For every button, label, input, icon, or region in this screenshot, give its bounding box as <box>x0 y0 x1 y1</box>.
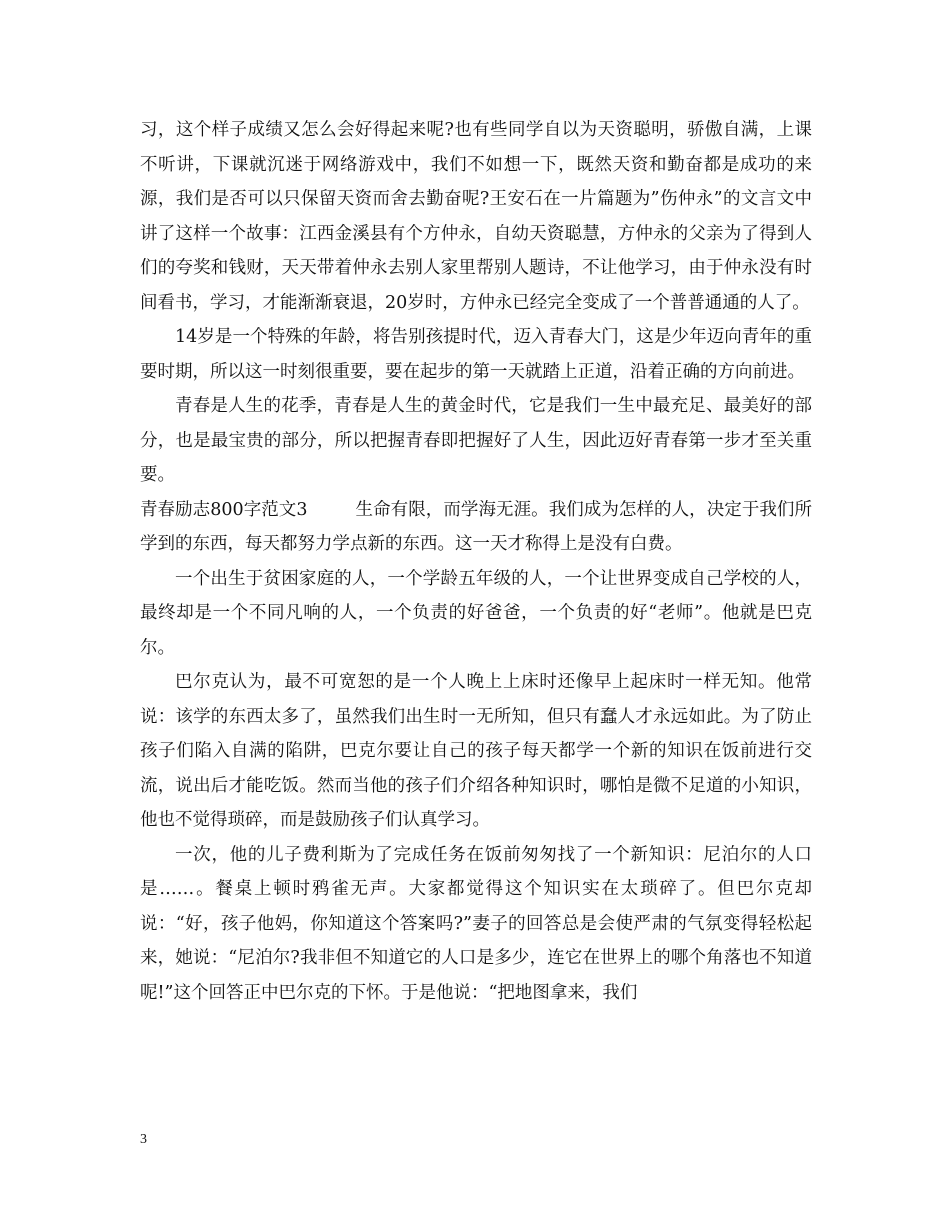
paragraph-4 <box>140 493 812 562</box>
paragraph-6: 巴尔克认为，最不可宽恕的是一个人晚上上床时还像早上起床时一样无知。他常说：该学的东西太多了，虽然我们出生时一无所知，但只有蠢人才永远如此。为了防止孩子们陷入自满的陷阱，巴克尔要让自己的孩子每天都学一个新的知识在饭前进行交流，说出后才能吃饭。然而当他的孩子们介绍各种知识时，哪怕是微不足道的小知识，他也不觉得琐碎，而是鼓励孩子们认真学习。 <box>140 672 812 830</box>
paragraph-3: 青春是人生的花季，青春是人生的黄金时代，它是我们一生中最充足、最美好的部分，也是最宝贵的部分，所以把握青春即把握好了人生，因此迈好青春第一步才至关重要。 <box>140 396 812 485</box>
paragraph-2: 14岁是一个特殊的年龄，将告别孩提时代，迈入青春大门，这是少年迈向青年的重要时期，所以这一时刻很重要，要在起步的第一天就踏上正道，沿着正确的方向前进。 <box>140 327 812 382</box>
document-body <box>140 113 812 1010</box>
paragraph-1: 习，这个样子成绩又怎么会好得起来呢?也有些同学自以为天资聪明，骄傲自满，上课不听讲，下课就沉迷于网络游戏中，我们不如想一下，既然天资和勤奋都是成功的来源，我们是否可以只保留天资而舍去勤奋呢?王安石在一片篇题为”伤仲永”的文言文中讲了这样一个故事：江西金溪县有个方仲永，自幼天资聪慧，方仲永的父亲为了得到人们的夸奖和钱财，天天带着仲永去别人家里帮别人题诗，不让他学习，由于仲永没有时间看书，学习，才能渐渐衰退，20岁时，方仲永已经完全变成了一个普普通通的人了。 <box>140 120 812 313</box>
paragraph-5: 一个出生于贫困家庭的人，一个学龄五年级的人，一个让世界变成自己学校的人，最终却是一个不同凡响的人，一个负责的好爸爸，一个负责的好“老师”。他就是巴克尔。 <box>140 568 812 658</box>
paragraph-4-text: 生命有限，而学海无涯。我们成为怎样的人，决定于我们所学到的东西，每天都努力学点新的东西。这一天才称得上是没有白费。 <box>140 499 812 554</box>
page-number: 3 <box>140 1132 147 1147</box>
paragraph-7: 一次，他的儿子费利斯为了完成任务在饭前匆匆找了一个新知识：尼泊尔的人口是……。餐桌上顿时鸦雀无声。大家都觉得这个知识实在太琐碎了。但巴尔克却说：“好，孩子他妈，你知道这个答案吗?”妻子的回答总是会使严肃的气氛变得轻松起来，她说：“尼泊尔?我非但不知道它的人口是多少，连它在世界上的哪个角落也不知道呢!”这个回答正中巴尔克的下怀。于是他说：“把地图拿来，我们 <box>140 844 812 1003</box>
section-heading: 青春励志800字范文3 <box>140 499 308 520</box>
